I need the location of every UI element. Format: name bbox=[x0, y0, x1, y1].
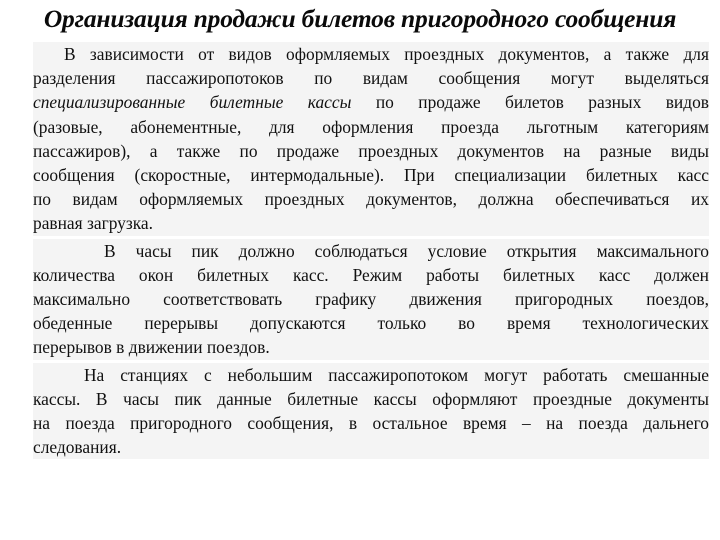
text-line: следования. bbox=[33, 437, 122, 458]
italic-term: специализированные билетные кассы bbox=[33, 92, 352, 113]
paragraph-peak-hours bbox=[33, 239, 709, 360]
text-fragment: по продаже билетов разных видов bbox=[375, 92, 709, 113]
page-title: Организация продажи билетов пригородного сообщения bbox=[43, 4, 677, 33]
text-line: равная загрузка. bbox=[33, 213, 154, 234]
text-line: по видам оформляемых проездных документов, должна обеспечиваться их bbox=[33, 189, 709, 210]
text-line: количества окон билетных касс. Режим работы билетных касс должен bbox=[33, 264, 709, 285]
text-line: В часы пик должно соблюдаться условие открытия максимального bbox=[104, 240, 709, 261]
text-line: пассажиров), а также по продаже проездных документов на разные виды bbox=[33, 140, 709, 161]
text-line: В зависимости от видов оформляемых проездных документов, а также для bbox=[64, 44, 709, 64]
text-line: перерывов в движении поездов. bbox=[33, 337, 270, 358]
paragraph-mixed-ticket-offices bbox=[33, 363, 709, 460]
text-line bbox=[33, 90, 709, 114]
text-line: сообщения (скоростные, интермодальные). При специализации билетных касс bbox=[33, 165, 709, 186]
text-line: максимально соответствовать графику движения пригородных поездов, bbox=[33, 289, 709, 310]
text-line: обеденные перерывы допускаются только во время технологических bbox=[33, 313, 709, 334]
text-line: разделения пассажиропотоков по видам сообщения могут выделяться bbox=[33, 68, 709, 89]
document-body bbox=[33, 42, 709, 459]
text-line: (разовые, абонементные, для оформления проезда льготным категориям bbox=[33, 116, 709, 137]
text-line: на поезда пригородного сообщения, в остальное время – на поезда дальнего bbox=[33, 413, 709, 434]
text-line: кассы. В часы пик данные билетные кассы оформляют проездные документы bbox=[33, 388, 709, 409]
text-line: На станциях с небольшим пассажиропотоком могут работать смешанные bbox=[84, 364, 709, 385]
paragraph-ticket-specialization bbox=[33, 42, 709, 236]
